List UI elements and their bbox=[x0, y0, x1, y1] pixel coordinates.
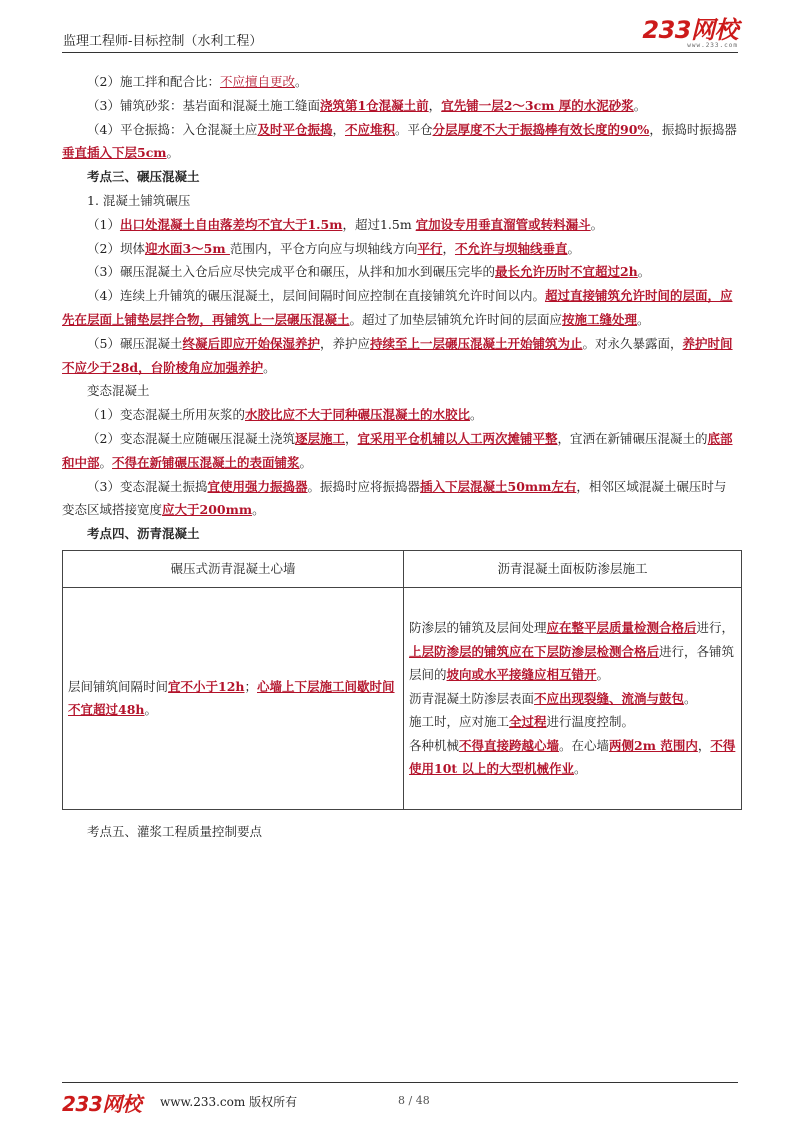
table-header-cell: 碾压式沥青混凝土心墙 bbox=[63, 550, 404, 587]
logo-url: www.233.com bbox=[687, 42, 738, 49]
header-title: 监理工程师-目标控制（水利工程） bbox=[63, 34, 263, 49]
cell-line: 沥青混凝土防渗层表面不应出现裂缝、流淌与鼓包。 bbox=[409, 690, 697, 706]
section-heading: 考点三、碾压混凝土 bbox=[87, 169, 200, 185]
section-heading: 考点四、沥青混凝土 bbox=[87, 526, 200, 542]
page-number: 8 / 48 bbox=[398, 1094, 430, 1107]
paragraph: （1）变态混凝土所用灰浆的水胶比应不大于同种碾压混凝土的水胶比。 bbox=[87, 407, 483, 423]
header-divider bbox=[62, 52, 738, 53]
paragraph: （3）铺筑砂浆：基岩面和混凝土施工缝面浇筑第1仓混凝土前，宜先铺一层2～3cm 厚的水泥砂浆。 bbox=[87, 97, 647, 113]
section-heading: 考点五、灌浆工程质量控制要点 bbox=[87, 823, 263, 839]
cell-line: 各种机械不得直接跨越心墙。在心墙两侧2m 范围内，不得使用10t 以上的大型机械作业。 bbox=[409, 737, 736, 777]
paragraph: （3）变态混凝土振捣宜使用强力振捣器。振捣时应将振捣器插入下层混凝土50mm左右，相邻区域混凝土碾压时与变态区域搭接宽度应大于200mm。 bbox=[62, 478, 727, 518]
table-cell-right bbox=[404, 587, 742, 809]
paragraph: （3）碾压混凝土入仓后应尽快完成平仓和碾压，从拌和加水到碾压完毕的最长允许历时不宜超过2h。 bbox=[87, 264, 651, 280]
cell-line: 防渗层的铺筑及层间处理应在整平层质量检测合格后进行，上层防渗层的铺筑应在下层防渗层检测合格后进行，各铺筑层间的坡向或水平接缝应相互错开。 bbox=[409, 620, 735, 683]
footer-copyright: www.233.com 版权所有 bbox=[160, 1095, 298, 1109]
paragraph: （5）碾压混凝土终凝后即应开始保湿养护，养护应持续至上一层碾压混凝土开始铺筑为止。对永久暴露面，养护时间不应少于28d，台阶棱角应加强养护。 bbox=[62, 335, 733, 375]
table-header-cell: 沥青混凝土面板防渗层施工 bbox=[404, 550, 742, 587]
document-body bbox=[62, 70, 738, 844]
paragraph: （2）变态混凝土应随碾压混凝土浇筑逐层施工，宜采用平仓机辅以人工两次摊铺平整，宜洒在新铺碾压混凝土的底部和中部。不得在新铺碾压混凝土的表面铺浆。 bbox=[62, 430, 733, 470]
brand-logo bbox=[642, 18, 738, 49]
paragraph: （1）出口处混凝土自由落差均不宜大于1.5m，超过1.5m 宜加设专用垂直溜管或转料漏斗。 bbox=[87, 216, 604, 232]
paragraph: （2）施工拌和配合比：不应擅自更改。 bbox=[87, 74, 308, 89]
subheading: 1. 混凝土铺筑碾压 bbox=[87, 192, 191, 208]
table-cell-left: 层间铺筑间隔时间宜不小于12h；心墙上下层施工间歇时间不宜超过48h。 bbox=[63, 587, 404, 809]
paragraph: （2）坝体迎水面3～5m 范围内，平仓方向应与坝轴线方向平行，不允许与坝轴线垂直。 bbox=[87, 240, 581, 256]
footer-divider bbox=[62, 1082, 738, 1083]
footer-logo: 233网校 bbox=[62, 1092, 142, 1116]
paragraph: （4）连续上升铺筑的碾压混凝土，层间间隔时间应控制在直接铺筑允许时间以内。超过直接铺筑允许时间的层面，应先在层面上铺垫层拌合物，再铺筑上一层碾压混凝土。超过了加垫层铺筑允许时间的层面应按施工缝处理。 bbox=[62, 288, 733, 327]
logo-text: 233网校 bbox=[642, 16, 738, 44]
subheading: 变态混凝土 bbox=[87, 383, 150, 399]
cell-line: 施工时，应对施工全过程进行温度控制。 bbox=[409, 714, 635, 730]
asphalt-table bbox=[62, 550, 742, 810]
paragraph: （4）平仓振捣：入仓混凝土应及时平仓振捣，不应堆积。平仓分层厚度不大于振捣棒有效长度的90%，振捣时振捣器垂直插入下层5cm。 bbox=[62, 121, 737, 161]
